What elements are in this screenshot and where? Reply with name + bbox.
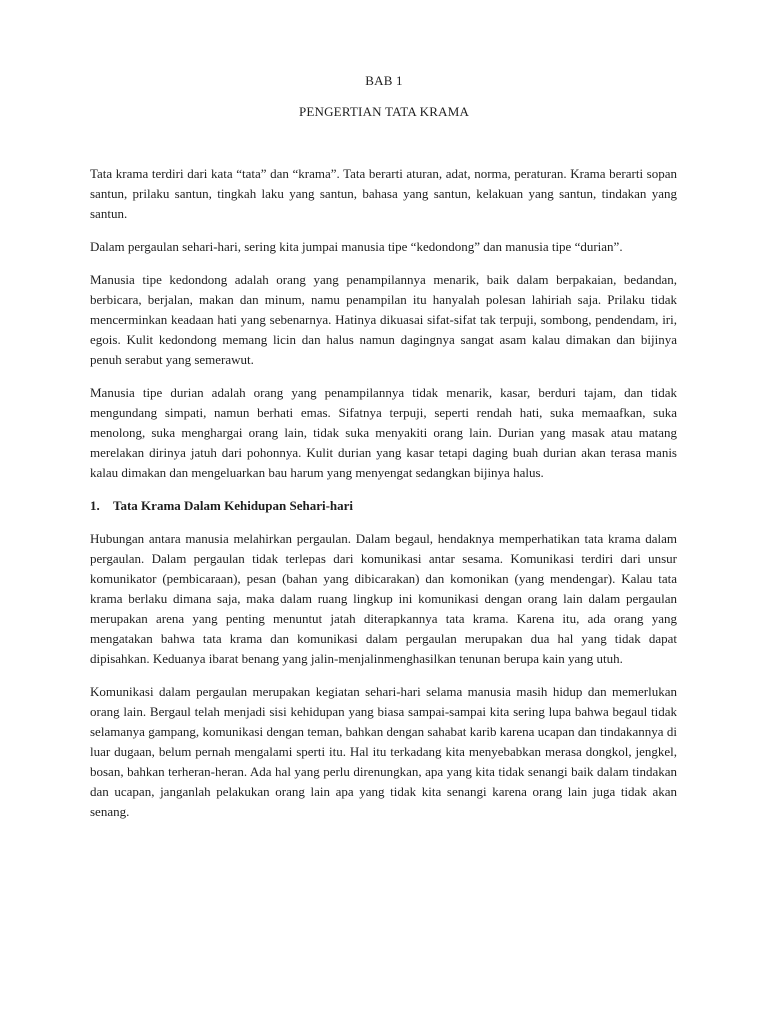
section-heading <box>90 496 677 516</box>
paragraph-hubungan-pergaulan: Hubungan antara manusia melahirkan pergaulan. Dalam begaul, hendaknya memperhatikan tata krama dalam pergaulan. Dalam pergaulan tidak terlepas dari komunikasi antar sesama. Komunikasi terdiri dari unsur komunikator (pembicaraan), pesan (bahan yang dibicarakan) dan komonikan (yang mendengar). Kalau tata krama berlaku dimana saja, maka dalam ruang lingkup ini komunikasi dengan orang lain dalam pergaulan merupakan arena yang penting menuntut jatah diterapkannya tata krama. Karena itu, ada orang yang mengatakan bahwa tata krama dan komunikasi dalam pergaulan merupakan dua hal yang tidak dapat dipisahkan. Keduanya ibarat benang yang jalin-menjalinmenghasilkan tenunan berupa kain yang utuh. <box>90 531 677 666</box>
paragraph-tata-krama-definition: Tata krama terdiri dari kata “tata” dan “krama”. Tata berarti aturan, adat, norma, peraturan. Krama berarti sopan santun, prilaku santun, tingkah laku yang santun, bahasa yang santun, kelakuan yang santun, tindakan yang santun. <box>90 166 677 221</box>
paragraph-komunikasi-pergaulan: Komunikasi dalam pergaulan merupakan kegiatan sehari-hari selama manusia masih hidup dan memerlukan orang lain. Bergaul telah menjadi sisi kehidupan yang biasa sampai-sampai kita sering lupa bahwa begaul tidak selamanya gampang, komunikasi dengan teman, bahkan dengan sahabat karib karena ucapan dan tindakannya di luar dugaan, belum pernah mengalami sperti itu. Hal itu terkadang kita menyebabkan merasa dongkol, jengkel, bosan, bahkan terheran-heran. Ada hal yang perlu direnungkan, apa yang kita tidak senangi baik dalam tindakan dan ucapan, janganlah pelakukan orang lain apa yang tidak kita senangi karena orang lain juga tidak akan senang. <box>90 684 677 819</box>
paragraph-manusia-tipe: Dalam pergaulan sehari-hari, sering kita jumpai manusia tipe “kedondong” dan manusia tipe “durian”. <box>90 239 623 254</box>
paragraph-tipe-durian: Manusia tipe durian adalah orang yang penampilannya tidak menarik, kasar, berduri tajam, dan tidak mengundang simpati, namun berhati emas. Sifatnya terpuji, seperti rendah hati, suka memaafkan, suka menolong, suka menghargai orang lain, tidak suka menyakiti orang lain. Durian yang masak atau matang merelakan dirinya jatuh dari pohonnya. Kulit durian yang kasar tetapi daging buah durian akan terasa manis kalau dimakan dan mengeluarkan bau harum yang menyengat sedangkan bijinya halus. <box>90 385 677 480</box>
document-body <box>90 164 677 835</box>
section-title: Tata Krama Dalam Kehidupan Sehari-hari <box>113 498 354 513</box>
section-number: 1. <box>90 498 100 513</box>
chapter-title: PENGERTIAN TATA KRAMA <box>298 104 470 119</box>
paragraph-tipe-kedondong: Manusia tipe kedondong adalah orang yang penampilannya menarik, baik dalam berpakaian, bedandan, berbicara, berjalan, makan dan minum, namu penampilan itu hanyalah polesan lahiriah saja. Prilaku tidak mencerminkan keadaan hati yang sebenarnya. Hatinya dikuasai sifat-sifat tak terpuji, sombong, pendendam, iri, egois. Kulit kedondong memang licin dan halus namun dagingnya sangat asam kalau dimakan dan bijinya penuh serabut yang semerawut. <box>90 272 677 367</box>
chapter-number: BAB 1 <box>365 73 403 88</box>
